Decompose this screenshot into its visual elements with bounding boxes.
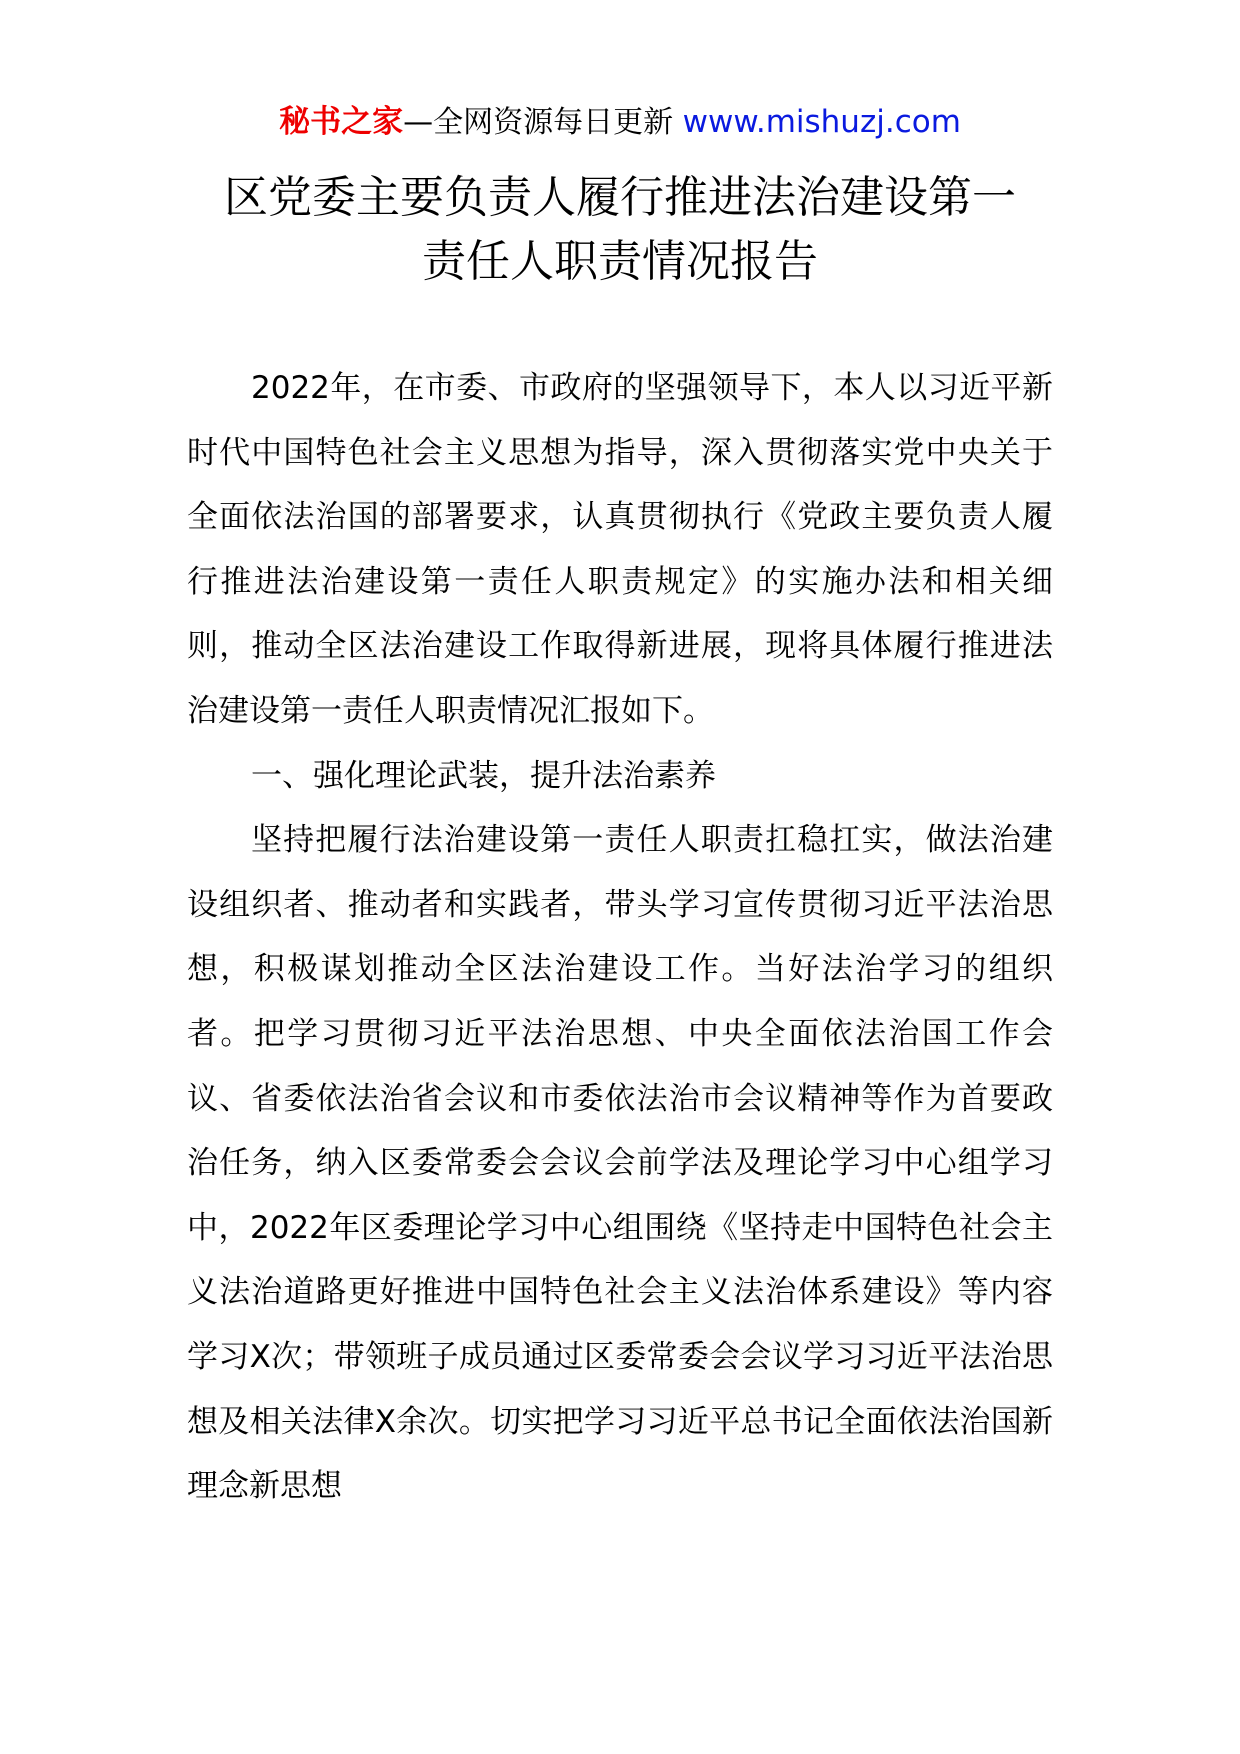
intro-paragraph: 2022年，在市委、市政府的坚强领导下，本人以习近平新时代中国特色社会主义思想为指导，深入贯彻落实党中央关于全面依法治国的部署要求，认真贯彻执行《党政主要负责人履行推进法治建设第一责任人职责规定》的实施办法和相关细则，推动全区法治建设工作取得新进展，现将具体履行推进法治建设第一责任人职责情况汇报如下。 [187,370,1053,729]
site-url-link[interactable]: www.mishuzj.com [682,104,961,140]
document-title [0,166,1240,294]
document-body [187,356,1053,1519]
title-line-1: 区党委主要负责人履行推进法治建设第一 [224,172,1016,223]
section-1-paragraph: 坚持把履行法治建设第一责任人职责扛稳扛实，做法治建设组织者、推动者和实践者，带头学习宣传贯彻习近平法治思想，积极谋划推动全区法治建设工作。当好法治学习的组织者。把学习贯彻习近平法治思想、中央全面依法治国工作会议、省委依法治省会议和市委依法治市会议精神等作为首要政治任务，纳入区委常委会会议会前学法及理论学习中心组学习中，2022年区委理论学习中心组围绕《坚持走中国特色社会主义法治道路更好推进中国特色社会主义法治体系建设》等内容学习X次；带领班子成员通过区委常委会会议学习习近平法治思想及相关法律X余次。切实把学习习近平总书记全面依法治国新理念新思想 [187,822,1053,1505]
section-1-heading: 一、强化理论武装，提升法治素养 [251,757,716,794]
site-banner [0,100,1240,145]
banner-tagline: —全网资源每日更新 [403,105,674,140]
brand-name: 秘书之家 [279,104,404,140]
title-line-2: 责任人职责情况报告 [422,236,818,287]
